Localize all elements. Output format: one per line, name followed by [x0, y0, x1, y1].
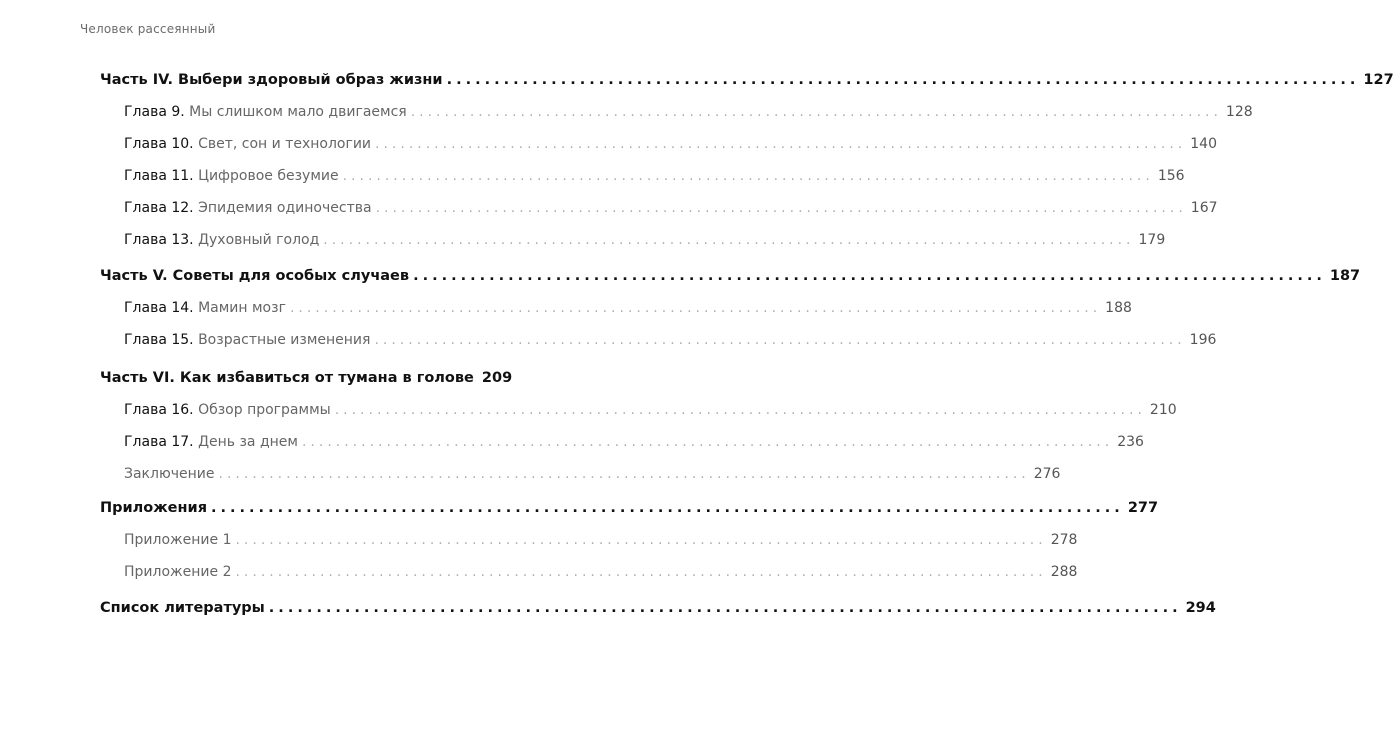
toc-page-number: 127: [1363, 72, 1394, 88]
toc-page-number: 278: [1050, 532, 1078, 548]
toc-entry-title: [100, 500, 207, 516]
toc-entry-label: День за днем: [198, 434, 298, 450]
toc-part-entry: [100, 72, 1394, 88]
toc-dot-leader: ................................................................................................: [446, 72, 1360, 88]
toc-part-entry: [100, 600, 1216, 616]
toc-chapter-entry: [124, 402, 1177, 418]
toc-dot-leader: ................................................................................................: [235, 564, 1047, 580]
toc-entry-label: Свет, сон и технологии: [198, 136, 372, 152]
toc-dot-leader: ................................................................................................: [413, 268, 1326, 284]
toc-entry-title: [124, 434, 298, 450]
toc-entry-label: Часть IV. Выбери здоровый образ жизни: [100, 72, 443, 88]
toc-page-number: 288: [1050, 564, 1078, 580]
toc-chapter-entry: [124, 332, 1217, 348]
toc-entry-title: [124, 200, 372, 216]
toc-entry-label: Мы слишком мало двигаемся: [189, 104, 407, 120]
toc-entry-title: [100, 600, 265, 616]
toc-entry-title: [124, 232, 319, 248]
toc-entry-label: Обзор программы: [198, 402, 331, 418]
toc-chapter-number: Глава 14.: [124, 300, 194, 316]
toc-entry-title: [100, 370, 474, 386]
toc-entry-title: [100, 72, 443, 88]
toc-part-entry: [100, 370, 513, 386]
toc-entry-label: Приложение 1: [124, 532, 232, 548]
toc-entry-title: [124, 168, 339, 184]
toc-part-entry: [100, 500, 1159, 516]
toc-entry-title: [124, 300, 286, 316]
toc-chapter-number: Глава 15.: [124, 332, 194, 348]
toc-dot-leader: ................................................................................................: [211, 500, 1124, 516]
toc-chapter-entry: [124, 232, 1166, 248]
toc-dot-leader: ................................................................................................: [218, 466, 1030, 482]
toc-dot-leader: ................................................................................................: [374, 332, 1186, 348]
toc-dot-leader: ................................................................................................: [342, 168, 1154, 184]
toc-part-entry: [100, 268, 1361, 284]
toc-dot-leader: ................................................................................................: [235, 532, 1047, 548]
toc-page-number: 128: [1225, 104, 1253, 120]
toc-chapter-entry: [124, 200, 1218, 216]
toc-dot-leader: ................................................................................................: [375, 200, 1187, 216]
toc-page-number: 140: [1190, 136, 1217, 152]
toc-chapter-number: Глава 10.: [124, 136, 194, 152]
toc-chapter-number: Глава 13.: [124, 232, 194, 248]
toc-dot-leader: ................................................................................................: [375, 136, 1187, 152]
toc-chapter-entry: [124, 532, 1078, 548]
toc-entry-label: Часть V. Советы для особых случаев: [100, 268, 410, 284]
toc-entry-label: Возрастные изменения: [198, 332, 371, 348]
toc-entry-title: [124, 104, 407, 120]
toc-entry-label: Мамин мозг: [198, 300, 286, 316]
toc-page-number: 187: [1329, 268, 1361, 284]
running-head-title: Человек рассеянный: [80, 22, 216, 36]
toc-page-number: 196: [1189, 332, 1217, 348]
toc-entry-title: [124, 564, 231, 580]
toc-entry-title: [124, 532, 231, 548]
toc-chapter-number: Глава 11.: [124, 168, 194, 184]
toc-entry-title: [124, 136, 371, 152]
toc-chapter-number: Глава 12.: [124, 200, 194, 216]
toc-entry-label: Заключение: [124, 466, 215, 482]
toc-page-number: 209: [481, 370, 513, 386]
toc-chapter-number: Глава 17.: [124, 434, 194, 450]
toc-page-number: 236: [1117, 434, 1144, 450]
toc-dot-leader: ................................................................................................: [323, 232, 1135, 248]
toc-page-number: 167: [1190, 200, 1218, 216]
toc-page-number: 156: [1157, 168, 1185, 184]
toc-entry-label: Эпидемия одиночества: [198, 200, 372, 216]
toc-chapter-entry: [124, 104, 1253, 120]
toc-page-number: 276: [1033, 466, 1061, 482]
toc-chapter-number: Глава 9.: [124, 104, 185, 120]
toc-dot-leader: ................................................................................................: [268, 600, 1182, 616]
toc-dot-leader: ................................................................................................: [289, 300, 1102, 316]
toc-dot-leader: ................................................................................................: [334, 402, 1146, 418]
toc-chapter-entry: [124, 168, 1185, 184]
toc-entry-title: [124, 466, 215, 482]
toc-chapter-entry: [124, 136, 1217, 152]
toc-chapter-entry: [124, 466, 1061, 482]
toc-page-number: 277: [1127, 500, 1159, 516]
toc-entry-label: Приложение 2: [124, 564, 232, 580]
toc-entry-label: Список литературы: [100, 600, 265, 616]
toc-entry-label: Цифровое безумие: [198, 168, 339, 184]
toc-page-number: 294: [1185, 600, 1216, 616]
toc-chapter-number: Глава 16.: [124, 402, 194, 418]
toc-entry-title: [124, 332, 370, 348]
toc-chapter-entry: [124, 434, 1144, 450]
toc-chapter-entry: [124, 300, 1132, 316]
toc-entry-label: Духовный голод: [198, 232, 320, 248]
toc-page-number: 188: [1105, 300, 1132, 316]
toc-dot-leader: ................................................................................................: [410, 104, 1222, 120]
toc-entry-label: Приложения: [100, 500, 208, 516]
toc-chapter-entry: [124, 564, 1078, 580]
toc-page-number: 210: [1149, 402, 1177, 418]
toc-page-number: 179: [1138, 232, 1166, 248]
toc-entry-title: [100, 268, 409, 284]
toc-entry-title: [124, 402, 331, 418]
toc-dot-leader: ................................................................................................: [301, 434, 1114, 450]
toc-entry-label: Часть VI. Как избавиться от тумана в голове: [100, 370, 474, 386]
